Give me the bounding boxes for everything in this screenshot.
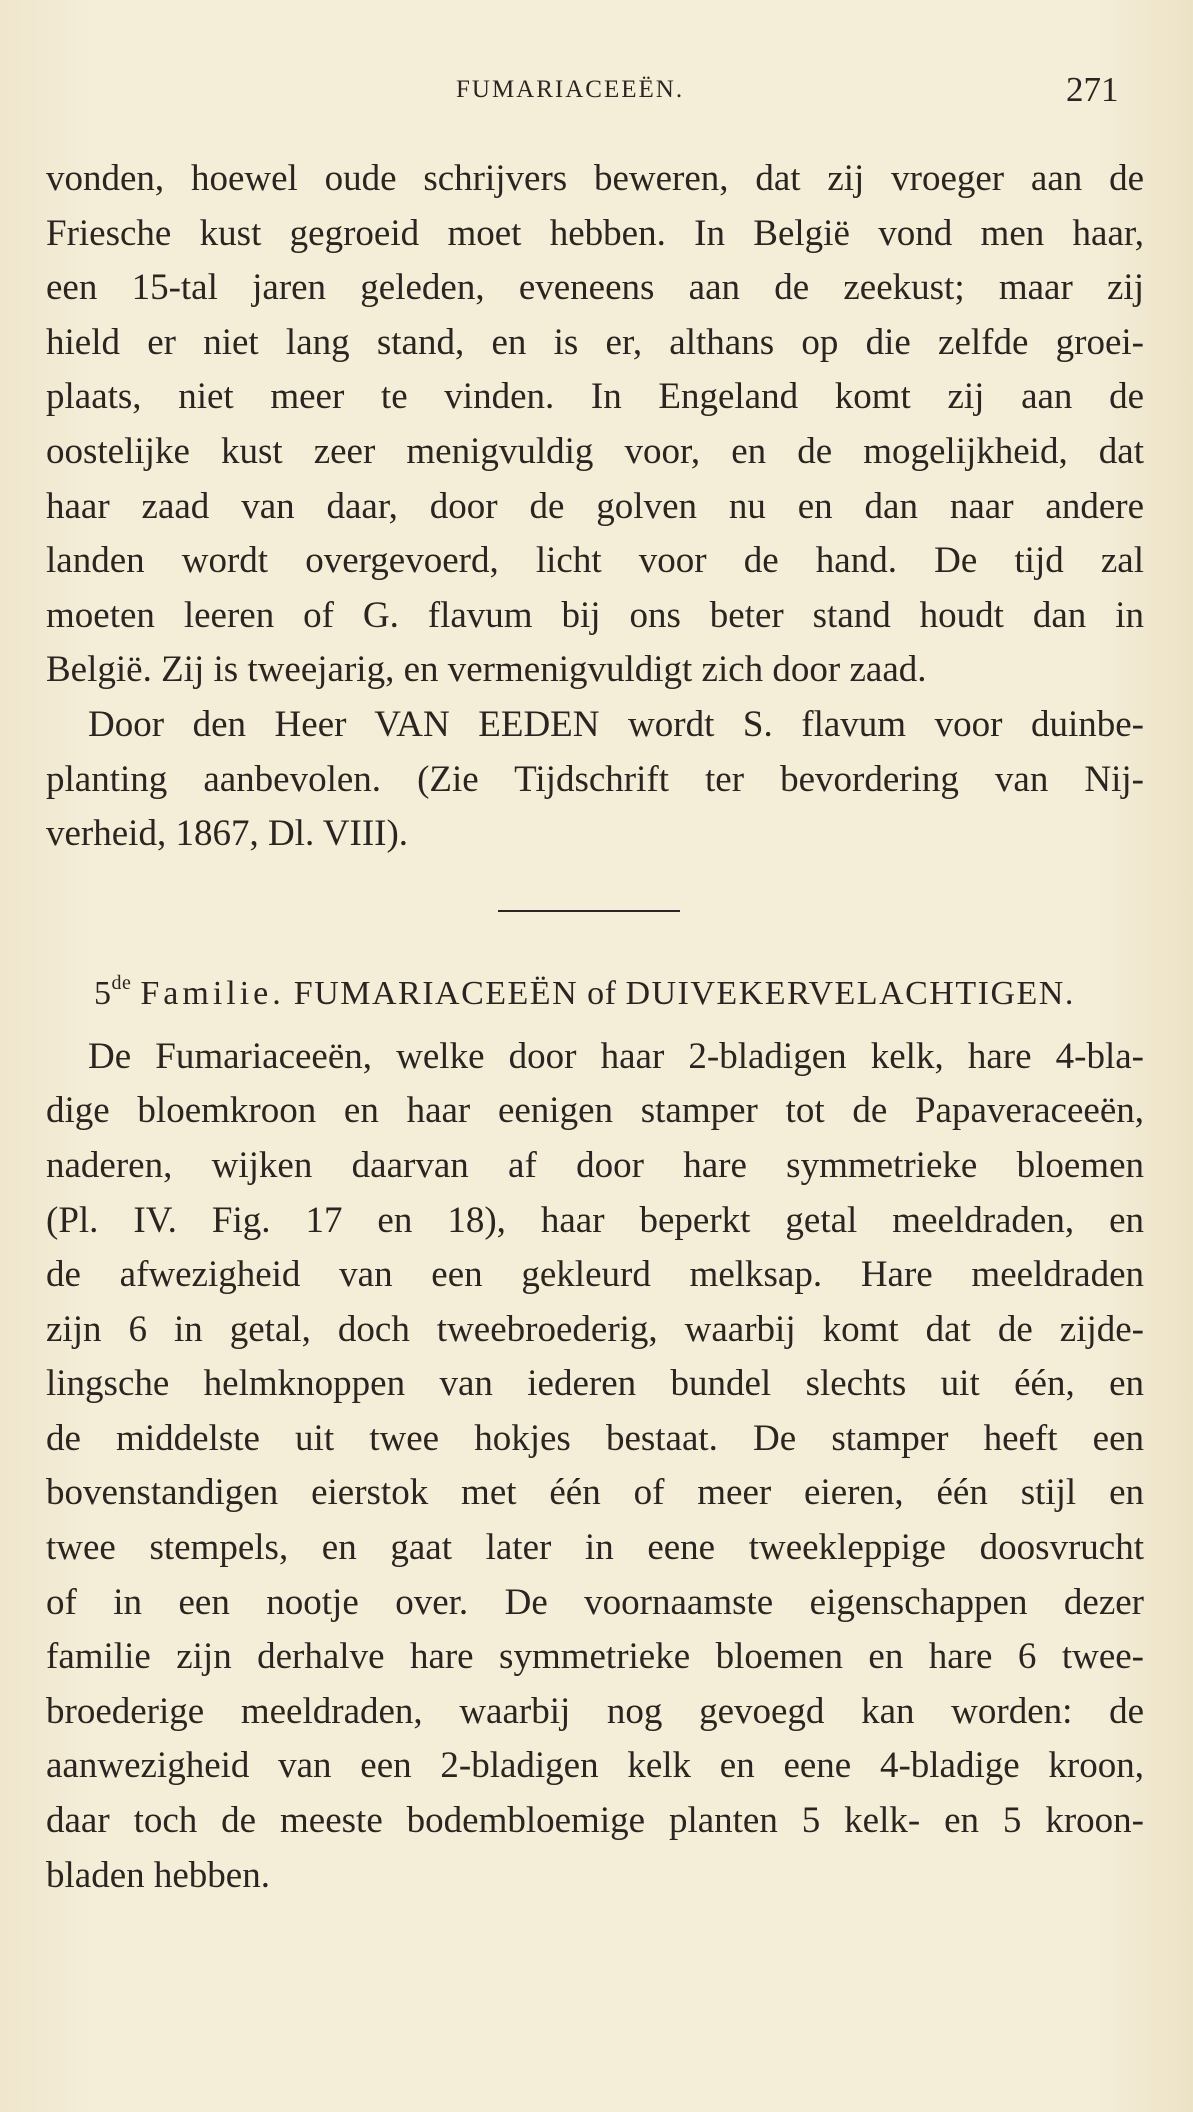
text-line: oostelijke kust zeer menigvuldig voor, en de mogelijkheid, dat (46, 430, 1144, 472)
text-line: een 15-tal jaren geleden, eveneens aan de zeekust; maar zij (46, 267, 1144, 309)
paragraph-2 (46, 698, 1144, 862)
text-line: twee stempels, en gaat later in eene tweekleppige doosvrucht (46, 1527, 1144, 1569)
text-line: de middelste uit twee hokjes bestaat. De stamper heeft een (46, 1417, 1144, 1459)
text-line: België. Zij is tweejarig, en vermenigvuldigt zich door zaad. (46, 649, 927, 691)
text-line: vonden, hoewel oude schrijvers beweren, dat zij vroeger aan de (46, 158, 1144, 199)
text-line: moeten leeren of G. flavum bij ons beter stand houdt dan in (46, 594, 1144, 636)
running-title: FUMARIACEEËN. (456, 76, 685, 103)
page-body (46, 152, 1144, 1903)
family-alt-name: DUIVEKERVELACHTIGEN. (625, 974, 1075, 1012)
text-line: zijn 6 in getal, doch tweebroederig, waarbij komt dat de zijde- (46, 1308, 1144, 1350)
family-word: Familie. (140, 974, 285, 1012)
text-line: verheid, 1867, Dl. VIII). (46, 813, 409, 855)
text-line: bovenstandigen eierstok met één of meer eieren, één stijl en (46, 1472, 1144, 1514)
paragraph-1 (46, 152, 1144, 698)
text-line: daar toch de meeste bodembloemige planten 5 kelk- en 5 kroon- (46, 1800, 1144, 1842)
paragraph-3 (46, 1030, 1144, 1904)
text-line: De Fumariaceeën, welke door haar 2-bladigen kelk, hare 4-bla- (88, 1035, 1144, 1077)
text-line: plaats, niet meer te vinden. In Engeland komt zij aan de (46, 376, 1144, 418)
text-line: broederige meeldraden, waarbij nog gevoegd kan worden: de (46, 1690, 1144, 1732)
family-number-suffix: de (111, 971, 132, 994)
text-line: hield er niet lang stand, en is er, althans op die zelfde groei- (46, 321, 1144, 363)
divider-rule (498, 910, 680, 912)
text-line: Friesche kust gegroeid moet hebben. In België vond men haar, (46, 212, 1144, 254)
text-line: (Pl. IV. Fig. 17 en 18), haar beperkt getal meeldraden, en (46, 1199, 1144, 1241)
family-number: 5 (94, 974, 112, 1012)
page-number: 271 (1066, 70, 1119, 109)
family-name: FUMARIACEEËN (293, 974, 579, 1012)
text-line: landen wordt overgevoerd, licht voor de hand. De tijd zal (46, 540, 1144, 582)
text-line: lingsche helmknoppen van iederen bundel slechts uit één, en (46, 1363, 1144, 1405)
family-heading (46, 958, 1144, 1030)
text-line: haar zaad van daar, door de golven nu en dan naar andere (46, 485, 1144, 527)
family-connector: of (587, 974, 617, 1012)
text-line: Door den Heer VAN EEDEN wordt S. flavum voor duinbe- (88, 703, 1144, 745)
text-line: of in een nootje over. De voornaamste eigenschappen dezer (46, 1581, 1144, 1623)
text-line: aanwezigheid van een 2-bladigen kelk en eene 4-bladige kroon, (46, 1745, 1144, 1787)
text-line: de afwezigheid van een gekleurd melksap. Hare meeldraden (46, 1254, 1144, 1296)
section-divider (46, 862, 1144, 958)
text-line: dige bloemkroon en haar eenigen stamper tot de Papaveraceeën, (46, 1090, 1144, 1132)
text-line: familie zijn derhalve hare symmetrieke bloemen en hare 6 twee- (46, 1636, 1144, 1678)
running-head (0, 70, 1193, 110)
text-line: naderen, wijken daarvan af door hare symmetrieke bloemen (46, 1144, 1144, 1186)
text-line: planting aanbevolen. (Zie Tijdschrift ter bevordering van Nij- (46, 758, 1144, 800)
text-line: bladen hebben. (46, 1854, 270, 1896)
